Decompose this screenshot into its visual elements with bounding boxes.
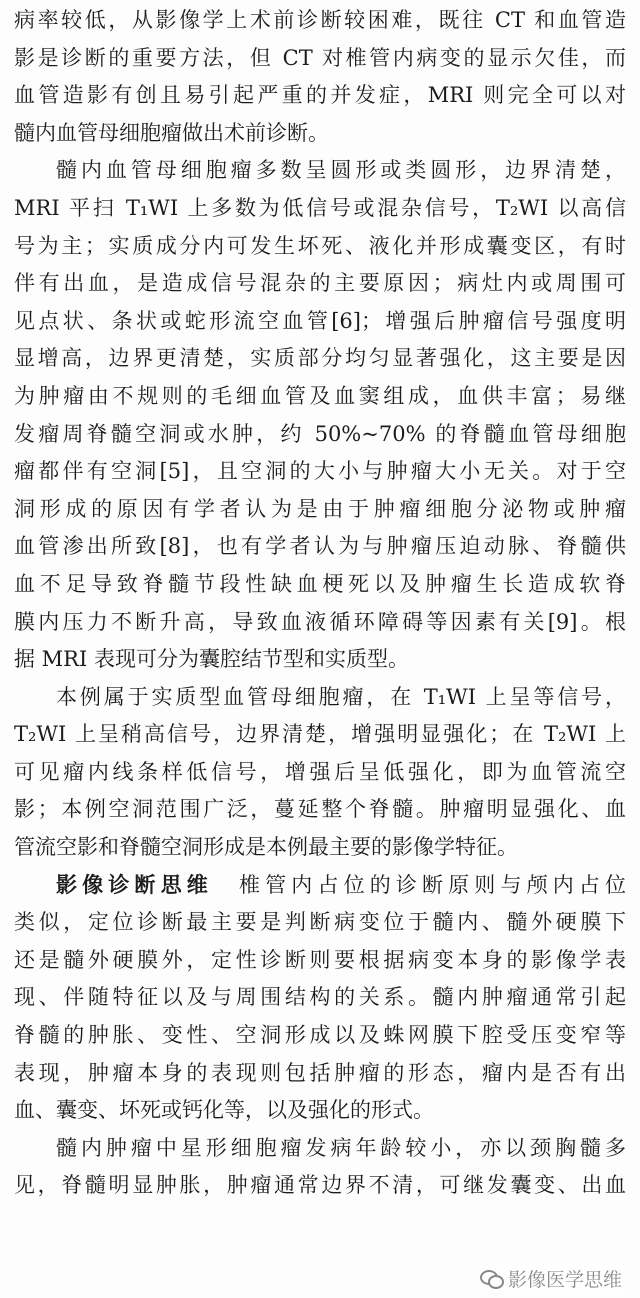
text-line: 髓内肿瘤中星形细胞瘤发病年龄较小，亦以颈胸髓多 xyxy=(56,1135,626,1160)
text-line: MRI 平扫 T₁WI 上多数为低信号或混杂信号，T₂WI 以高信 xyxy=(14,195,626,220)
text-line: 发瘤周脊髓空洞或水肿，约 50%~70% 的脊髓血管母细胞 xyxy=(14,421,626,446)
text-line: 现、伴随特征以及与周围结构的关系。髓内肿瘤通常引起 xyxy=(14,985,626,1010)
text-line: 血不足导致脊髓节段性缺血梗死以及肿瘤生长造成软脊 xyxy=(14,571,626,596)
text-line: 髓内血管母细胞瘤多数呈圆形或类圆形，边界清楚， xyxy=(56,158,626,183)
text-line: 类似，定位诊断最主要是判断病变位于髓内、髓外硬膜下 xyxy=(14,910,626,935)
heading-line-text: 椎管内占位的诊断原则与颅内占位 xyxy=(239,872,626,897)
article-part-2 xyxy=(14,904,626,1205)
text-line: 还是髓外硬膜外，定性诊断则要根据病变本身的影像学表 xyxy=(14,947,626,972)
article-body xyxy=(14,2,626,1205)
wechat-icon xyxy=(480,1268,502,1288)
text-line: 号为主；实质成分内可发生坏死、液化并形成囊变区，有时 xyxy=(14,233,626,258)
text-line: 瘤都伴有空洞[5]，且空洞的大小与肿瘤大小无关。对于空 xyxy=(14,459,626,484)
text-line: 为肿瘤由不规则的毛细血管及血窦组成，血供丰富；易继 xyxy=(14,383,626,408)
text-line: 显增高，边界更清楚，实质部分均匀显著强化，这主要是因 xyxy=(14,346,626,371)
text-line: 伴有出血，是造成信号混杂的主要原因；病灶内或周围可 xyxy=(14,271,626,296)
text-line: 病率较低，从影像学上术前诊断较困难，既往 CT 和血管造 xyxy=(14,8,626,32)
text-line: 髓内血管母细胞瘤做出术前诊断。 xyxy=(14,120,329,145)
text-line: 洞形成的原因有学者认为是由于肿瘤细胞分泌物或肿瘤 xyxy=(14,496,626,521)
heading-line-rest xyxy=(213,873,239,897)
text-line: 血管造影有创且易引起严重的并发症，MRI 则完全可以对 xyxy=(14,83,626,108)
watermark-text: 影像医学思维 xyxy=(507,1268,622,1291)
text-line: 膜内压力不断升高，导致血液循环障碍等因素有关[9]。根 xyxy=(14,609,626,634)
watermark xyxy=(478,1264,626,1292)
text-line: 表现，肿瘤本身的表现则包括肿瘤的形态，瘤内是否有出 xyxy=(14,1060,626,1085)
text-line: 血、囊变、坏死或钙化等，以及强化的形式。 xyxy=(14,1098,434,1123)
text-line: 本例属于实质型血管母细胞瘤，在 T₁WI 上呈等信号， xyxy=(56,684,626,709)
text-line: 脊髓的肿胀、变性、空洞形成以及蛛网膜下腔受压变窄等 xyxy=(14,1023,626,1048)
text-line: 可见瘤内线条样低信号，增强后呈低强化，即为血管流空 xyxy=(14,759,626,784)
text-line: 据 MRI 表现可分为囊腔结节型和实质型。 xyxy=(14,647,409,672)
text-line: T₂WI 上呈稍高信号，边界清楚，增强明显强化；在 T₂WI 上 xyxy=(14,722,626,747)
text-line: 血管渗出所致[8]，也有学者认为与肿瘤压迫动脉、脊髓供 xyxy=(14,534,626,559)
section-heading: 影像诊断思维 xyxy=(56,872,213,897)
text-line: 管流空影和脊髓空洞形成是本例最主要的影像学特征。 xyxy=(14,835,518,860)
text-line: 影是诊断的重要方法，但 CT 对椎管内病变的显示欠佳，而 xyxy=(14,45,626,70)
text-line: 见点状、条状或蛇形流空血管[6]；增强后肿瘤信号强度明 xyxy=(14,308,626,333)
text-line: 影；本例空洞范围广泛，蔓延整个脊髓。肿瘤明显强化、血 xyxy=(14,797,626,822)
text-line: 见，脊髓明显肿胀，肿瘤通常边界不清，可继发囊变、出血 xyxy=(14,1173,626,1198)
heading-line xyxy=(14,867,626,905)
article-part-1 xyxy=(14,2,626,867)
